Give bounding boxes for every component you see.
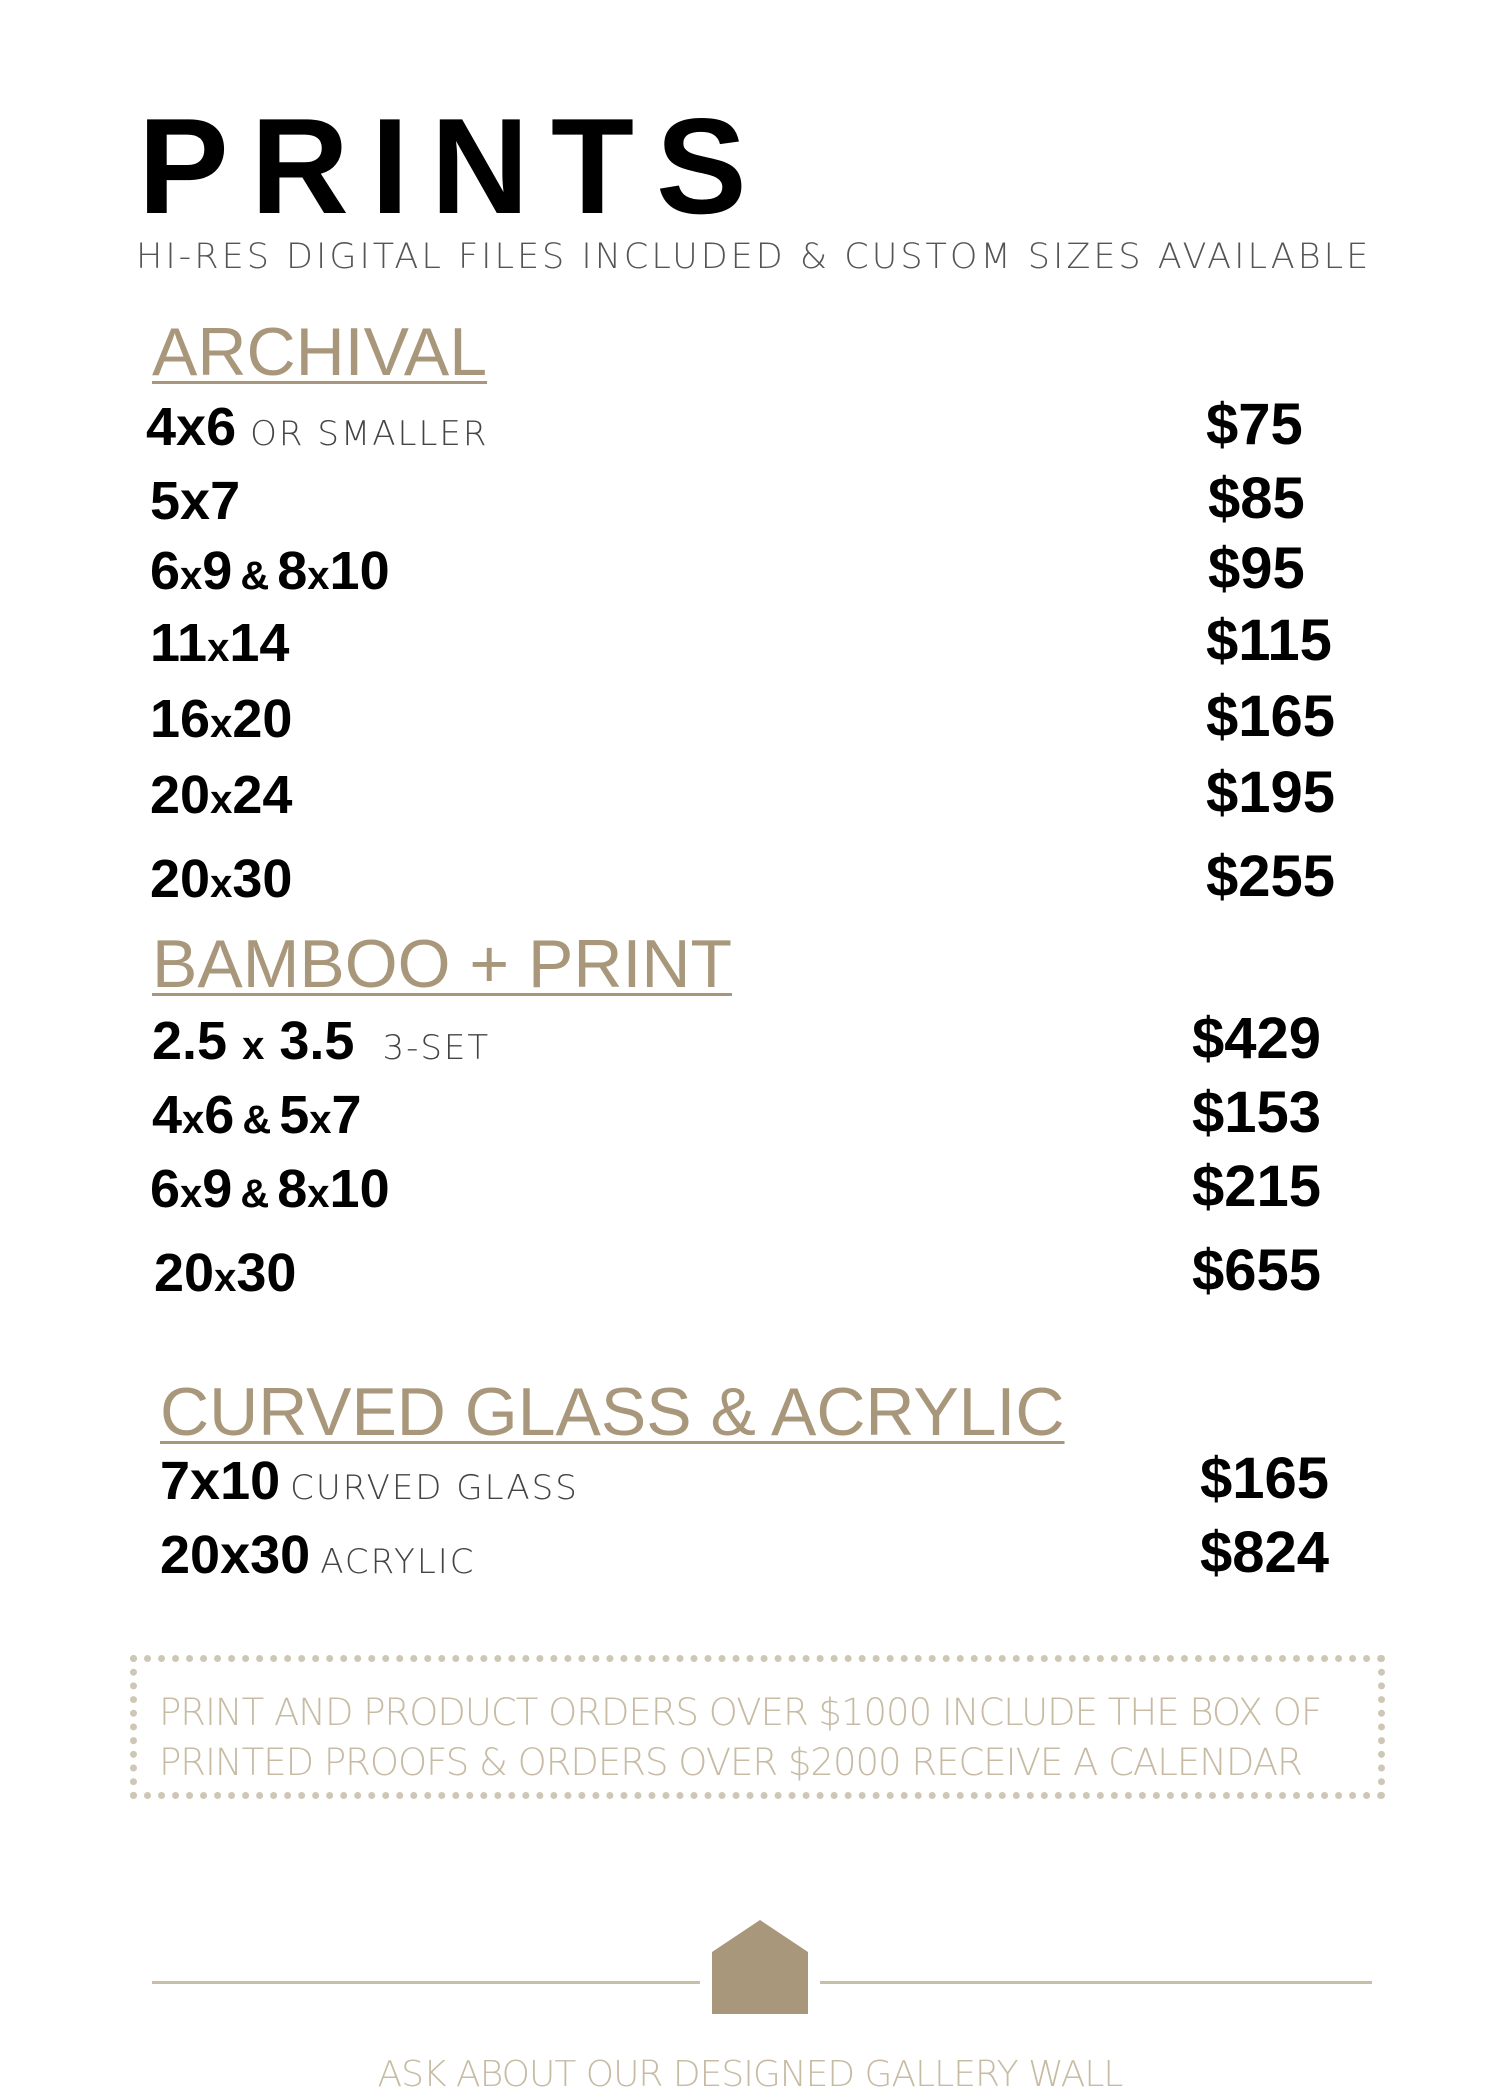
price-row xyxy=(150,844,1336,909)
page-title: PRINTS xyxy=(138,90,769,242)
price-row xyxy=(150,684,1336,749)
size-label: 20x30 ACRYLIC xyxy=(160,1525,476,1585)
size-label: 2.5 x 3.5 3-SET xyxy=(152,1011,491,1071)
notice-line: PRINTED PROOFS & ORDERS OVER $2000 RECEIVE A CALENDAR xyxy=(159,1740,1302,1784)
price-row xyxy=(152,1006,1332,1071)
price-value: $165 xyxy=(1200,1446,1330,1511)
price-row xyxy=(154,1238,1334,1303)
price-row xyxy=(150,760,1336,825)
section-title-bamboo: BAMBOO + PRINT xyxy=(152,926,732,1002)
size-label: 7x10 CURVED GLASS xyxy=(160,1451,579,1511)
price-value: $655 xyxy=(1192,1238,1322,1303)
size-label: 6x9 & 8x10 xyxy=(150,1159,390,1219)
price-row xyxy=(146,392,1326,457)
size-label: 4x6 & 5x7 xyxy=(152,1085,362,1145)
size-label: 20x30 xyxy=(154,1243,297,1303)
size-label: 4x6 OR SMALLER xyxy=(146,397,489,457)
price-row xyxy=(150,608,1332,673)
notice-line: PRINT AND PRODUCT ORDERS OVER $1000 INCLUDE THE BOX OF xyxy=(159,1691,1322,1734)
size-label: 20x24 xyxy=(150,765,293,825)
divider-left xyxy=(152,1981,700,1984)
house-icon xyxy=(712,1920,808,2014)
price-value: $115 xyxy=(1206,608,1332,673)
price-value: $153 xyxy=(1192,1080,1322,1145)
size-label: 16x20 xyxy=(150,689,293,749)
price-value: $429 xyxy=(1192,1006,1322,1071)
price-value: $85 xyxy=(1208,466,1305,531)
price-row xyxy=(150,466,1330,531)
price-value: $195 xyxy=(1206,760,1336,825)
price-value: $824 xyxy=(1200,1520,1330,1585)
size-note: 3-SET xyxy=(382,1028,491,1068)
notice-text xyxy=(159,1688,1321,1788)
price-row xyxy=(150,536,1330,601)
section-title-glass: CURVED GLASS & ACRYLIC xyxy=(160,1374,1065,1450)
price-row xyxy=(150,1154,1330,1219)
section-title-archival: ARCHIVAL xyxy=(152,314,488,390)
price-row xyxy=(160,1446,1340,1511)
notice-box xyxy=(130,1655,1385,1799)
price-value: $215 xyxy=(1192,1154,1322,1219)
size-label: 6x9 & 8x10 xyxy=(150,541,390,601)
size-label: 20x30 xyxy=(150,849,293,909)
price-value: $75 xyxy=(1206,392,1303,457)
divider-right xyxy=(820,1981,1372,1984)
size-note: OR SMALLER xyxy=(250,414,489,454)
size-label: 11x14 xyxy=(150,613,290,673)
size-note: CURVED GLASS xyxy=(290,1468,579,1508)
price-value: $255 xyxy=(1206,844,1336,909)
price-row xyxy=(160,1520,1340,1585)
page-subtitle: HI-RES DIGITAL FILES INCLUDED & CUSTOM SIZES AVAILABLE xyxy=(136,237,1372,277)
price-value: $165 xyxy=(1206,684,1336,749)
footer-text: ASK ABOUT OUR DESIGNED GALLERY WALL xyxy=(377,2054,1123,2095)
price-row xyxy=(152,1080,1332,1145)
size-label: 5x7 xyxy=(150,471,241,531)
size-note: ACRYLIC xyxy=(320,1542,476,1582)
price-value: $95 xyxy=(1208,536,1305,601)
